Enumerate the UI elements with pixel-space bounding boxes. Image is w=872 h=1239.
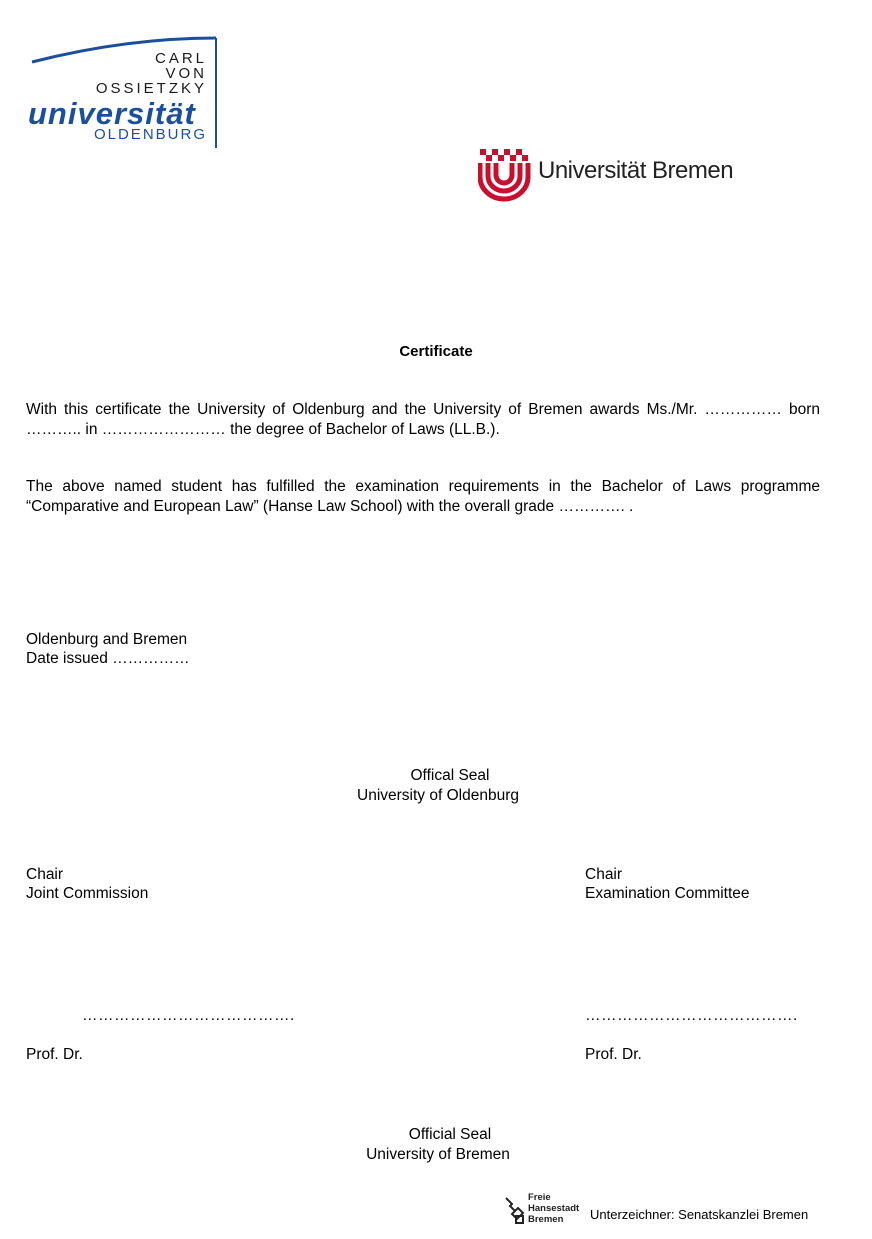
logo-city-oldenburg: OLDENBURG (93, 126, 207, 143)
freie-text-line-2: Hansestadt (528, 1203, 580, 1214)
seal-bremen-block (366, 1125, 510, 1165)
place-line: Oldenburg and Bremen (26, 631, 188, 648)
certificate-title: Certificate (399, 343, 473, 360)
seal-bremen-label: Official Seal (408, 1126, 492, 1143)
signatory-footer: Unterzeichner: Senatskanzlei Bremen (590, 1207, 809, 1222)
university-oldenburg-logo (26, 36, 221, 148)
seal-oldenburg-label: Offical Seal (410, 767, 490, 784)
left-signatory-role: Chair (26, 866, 64, 883)
freie-hansestadt-bremen-logo (503, 1192, 583, 1228)
freie-text-line-3: Bremen (528, 1214, 564, 1225)
seal-oldenburg-institution: University of Oldenburg (357, 787, 519, 804)
requirements-paragraph: The above named student has fulfilled the examination requirements in the Bachelor of Laws programme “Comparative and European Law” (Hanse Law School) with the overall grade …………. . (26, 478, 820, 515)
freie-text-line-1: Freie (528, 1192, 551, 1203)
left-signatory-title: Prof. Dr. (26, 1046, 83, 1063)
right-signature-line: …………………………………. (585, 1007, 798, 1024)
logo-line-carl: CARL (154, 50, 207, 67)
right-signatory-role: Chair (585, 866, 623, 883)
bremen-logo-wordmark: Universität Bremen (538, 157, 734, 184)
right-signatory-body: Examination Committee (585, 885, 750, 902)
freie-hansestadt-text (528, 1192, 579, 1225)
award-paragraph: With this certificate the University of Oldenburg and the University of Bremen awards Ms./Mr. …………… born ……….. in …………………… the degree of Bachelor of Laws (LL.B.). (26, 401, 820, 438)
left-signature-line: …………………………………. (82, 1007, 295, 1024)
date-issued-line: Date issued …………… (26, 650, 190, 667)
right-signatory-title: Prof. Dr. (585, 1046, 642, 1063)
university-bremen-logo (478, 147, 768, 203)
logo-wordmark-universitaet: universität (28, 96, 196, 131)
seal-bremen-institution: University of Bremen (366, 1146, 510, 1163)
left-signatory-body: Joint Commission (26, 885, 149, 902)
logo-line-ossietzky: OSSIETZKY (95, 80, 207, 97)
bremen-logo-mark (478, 147, 534, 203)
bremen-key-icon (503, 1196, 525, 1226)
seal-oldenburg-block (357, 766, 519, 806)
logo-line-von: VON (165, 65, 207, 82)
